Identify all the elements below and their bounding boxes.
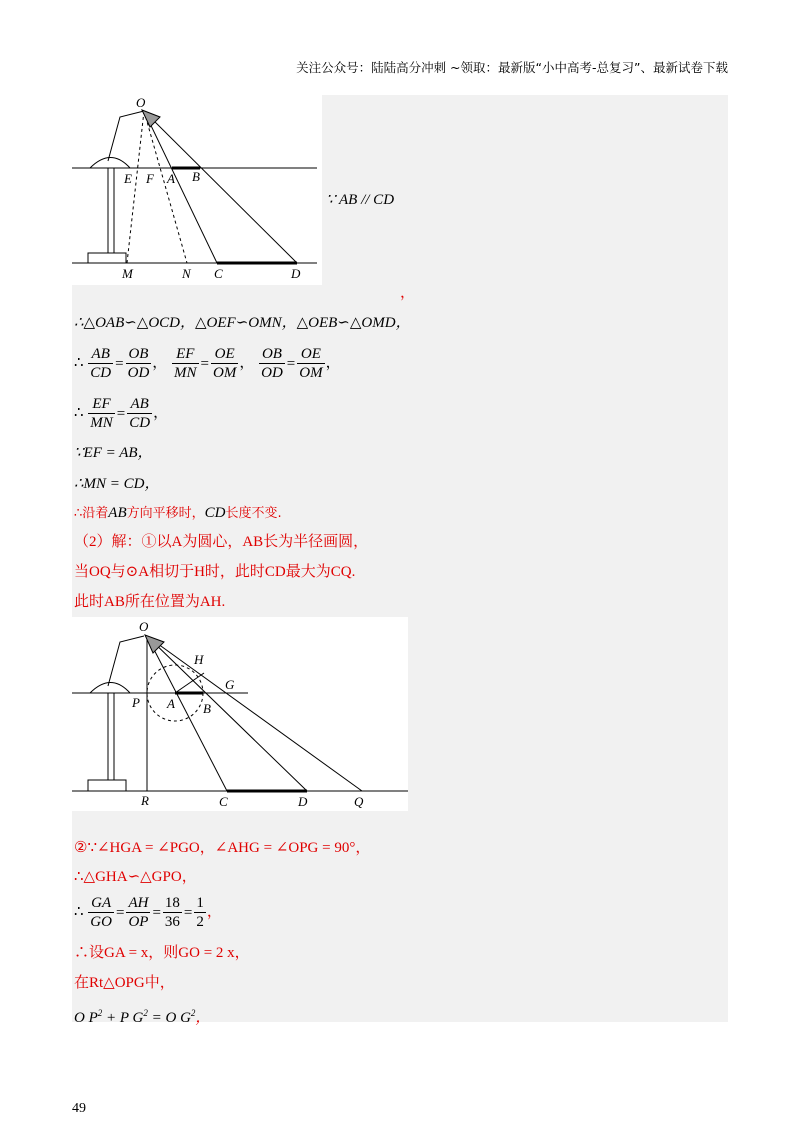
fraction: $\frac{OB}{OD}$ — [261, 346, 283, 381]
angle-equality-line: ②∵∠HGA = ∠PGO，∠AHG = ∠OPG = 90°， — [74, 840, 371, 856]
therefore-symbol: ∴ — [74, 354, 84, 371]
fraction: $\frac{EF}{MN}$ — [174, 346, 197, 381]
fig1-label-n: N — [182, 266, 191, 281]
stray-comma: ， — [400, 285, 416, 301]
ratio-line-1: ∴ $\frac{AB}{CD}$ = $\frac{OB}{OD}$ ， $\frac{EF}{MN}$ = $\frac{OE}{OM}$ ， $\frac{OB}{OD}$ = $\frac{OE}{OM}$ ， — [74, 346, 341, 381]
fig2-label-b: B — [203, 701, 211, 716]
fraction: $\frac{AH}{OP}$ — [128, 895, 149, 930]
in-right-triangle-line: 在Rt△OPG中， — [74, 975, 175, 991]
fraction: $\frac{OE}{OM}$ — [213, 346, 237, 381]
ratio-line-2: ∴ $\frac{EF}{MN}$ = $\frac{AB}{CD}$ ， — [74, 396, 169, 431]
fig2-label-d: D — [298, 794, 308, 809]
page-header: 关注公众号：陆陆高分冲刺 ~领取：最新版“小中高考-总复习”、最新试卷下载 — [296, 60, 728, 75]
fraction: $\frac{18}{36}$ — [164, 895, 180, 930]
fraction: $\frac{OB}{OD}$ — [127, 346, 150, 381]
fig1-label-m: M — [122, 266, 133, 281]
fraction: $\frac{AB}{CD}$ — [129, 396, 151, 431]
fig1-label-b: B — [192, 169, 200, 184]
fig2-label-r: R — [141, 793, 149, 808]
therefore-symbol: ∴ — [74, 404, 84, 421]
fig1-label-e: E — [124, 171, 132, 186]
figure-2-svg — [72, 617, 408, 811]
figure-2 — [72, 617, 408, 811]
fig2-label-a: A — [167, 696, 175, 711]
part2-step2: 当OQ与⊙A相切于H时，此时CD最大为CQ. — [74, 564, 356, 580]
mn-equals-cd: ∴MN = CD， — [74, 476, 160, 492]
ef-equals-ab: ∵EF = AB， — [74, 445, 153, 461]
fig2-label-g: G — [225, 677, 235, 692]
ratio-line-3: ∴ $\frac{GA}{GO}$ = $\frac{AH}{OP}$ = $\frac{18}{36}$ = $\frac{1}{2}$ ， — [74, 895, 222, 930]
figure-1-svg — [72, 95, 322, 285]
pythagoras-line: O $P^2 + P$ $G^2 = O$ $G^2$， — [74, 1008, 211, 1026]
similar-ghaa-line: ∴△GHA∽△GPO， — [74, 869, 197, 885]
fraction: $\frac{EF}{MN}$ — [90, 396, 113, 431]
fraction: $\frac{GA}{GO}$ — [90, 895, 112, 930]
part2-step1: （2）解：①以A为圆心，AB长为半径画圆， — [74, 534, 369, 550]
fig2-label-q: Q — [354, 794, 364, 809]
fig1-label-o: O — [136, 95, 146, 110]
fraction: $\frac{1}{2}$ — [196, 895, 204, 930]
fig2-label-h: H — [194, 652, 204, 667]
fig1-label-a: A — [167, 171, 175, 186]
fig1-label-c: C — [214, 266, 223, 281]
therefore-symbol: ∴ — [74, 903, 84, 920]
let-ga-line: ∴设GA = x，则GO = 2 x， — [74, 945, 250, 961]
fig2-label-p: P — [132, 695, 140, 710]
fig1-label-f: F — [146, 171, 154, 186]
fraction: $\frac{OE}{OM}$ — [299, 346, 323, 381]
conclusion-line: ∴沿着AB方向平移时，CD长度不变. — [74, 505, 282, 521]
parallel-statement: ∵ AB // CD — [326, 192, 395, 208]
fig2-label-o: O — [139, 619, 149, 634]
fig2-label-c: C — [219, 794, 228, 809]
fraction: $\frac{AB}{CD}$ — [90, 346, 112, 381]
page-number: 49 — [72, 1101, 86, 1116]
similar-triangles-line: ∴△OAB∽△OCD，△OEF∽OMN，△OEB∽△OMD， — [74, 315, 411, 331]
figure-1 — [72, 95, 322, 285]
fig1-label-d: D — [291, 266, 301, 281]
part2-step3: 此时AB所在位置为AH. — [74, 594, 226, 610]
